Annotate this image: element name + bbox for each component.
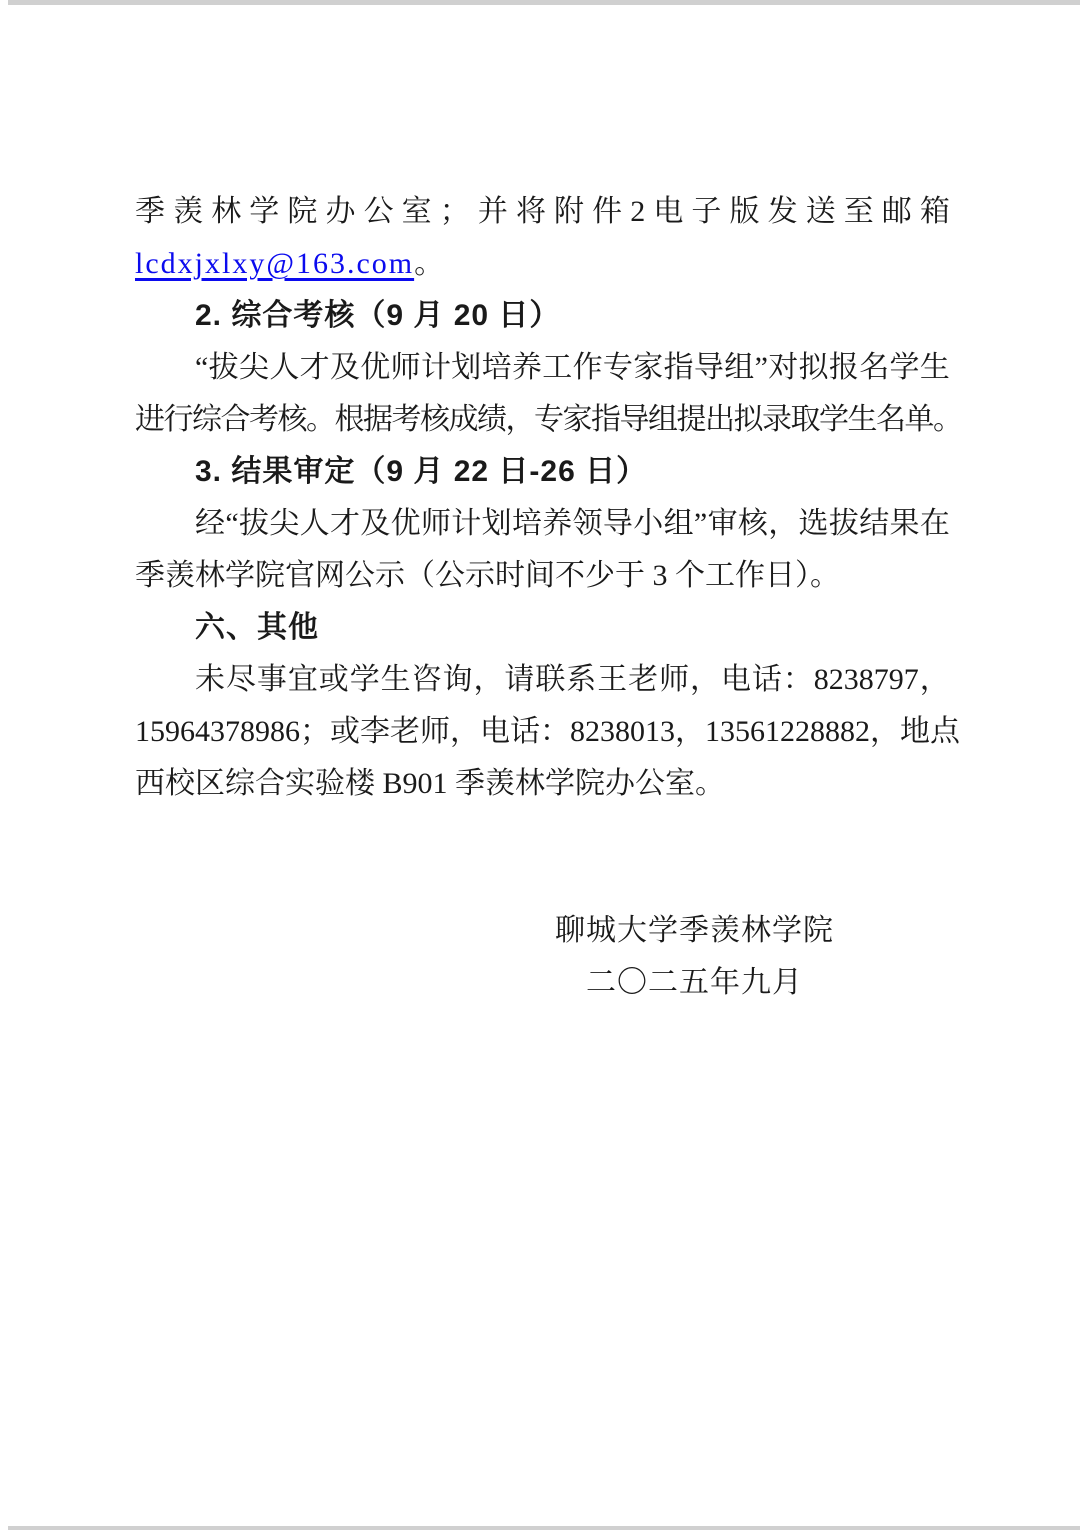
signature-organization: 聊城大学季羡林学院 bbox=[555, 914, 834, 947]
paragraph-line: 15964378986 ； 或 李 老 师 ， 电 话 ： 8238013 ， 13561228882 ， 地 点 bbox=[135, 715, 960, 748]
email-line bbox=[135, 238, 950, 290]
paragraph-line: 进行综合考核。根据考核成绩，专家指导组提出拟录取学生名单。 bbox=[135, 403, 962, 436]
signature-block bbox=[135, 905, 950, 1009]
paragraph-line: 未 尽 事 宜 或 学 生 咨 询 ， 请 联 系 王 老 师 ， 电 话 ： 8238797 ， bbox=[195, 663, 950, 696]
section-heading: 2. 综合考核（9 月 20 日） bbox=[195, 299, 561, 332]
viewer-page-edge-bottom bbox=[8, 1526, 1080, 1530]
document-blocks bbox=[135, 186, 962, 810]
email-line-suffix: 。 bbox=[414, 247, 445, 280]
paragraph-line: 季 羡 林 学 院 办 公 室 ； 并 将 附 件 2 电 子 版 发 送 至 邮 箱 bbox=[135, 195, 950, 228]
paragraph-line: 季羡林学院官网公示（公示时间不少于 3 个工作日）。 bbox=[135, 559, 840, 592]
viewer-page-edge-top bbox=[8, 0, 1080, 5]
paragraph-line: 西校区综合实验楼 B901 季羡林学院办公室。 bbox=[135, 767, 726, 800]
section-heading: 六、其他 bbox=[195, 611, 319, 644]
signature-date: 二〇二五年九月 bbox=[586, 966, 803, 999]
paragraph-line: “ 拔 尖 人 才 及 优 师 计 划 培 养 工 作 专 家 指 导 组 ” 对 拟 报 名 学 生 bbox=[195, 351, 950, 384]
signature-inner bbox=[555, 905, 834, 1009]
document-body bbox=[135, 186, 962, 1009]
section-heading: 3. 结果审定（9 月 22 日-26 日） bbox=[195, 455, 648, 488]
paragraph-line: 经 “ 拔 尖 人 才 及 优 师 计 划 培 养 领 导 小 组 ” 审 核 ， 选 拔 结 果 在 bbox=[195, 507, 950, 540]
email-link[interactable]: lcdxjxlxy@163.com bbox=[135, 247, 415, 280]
